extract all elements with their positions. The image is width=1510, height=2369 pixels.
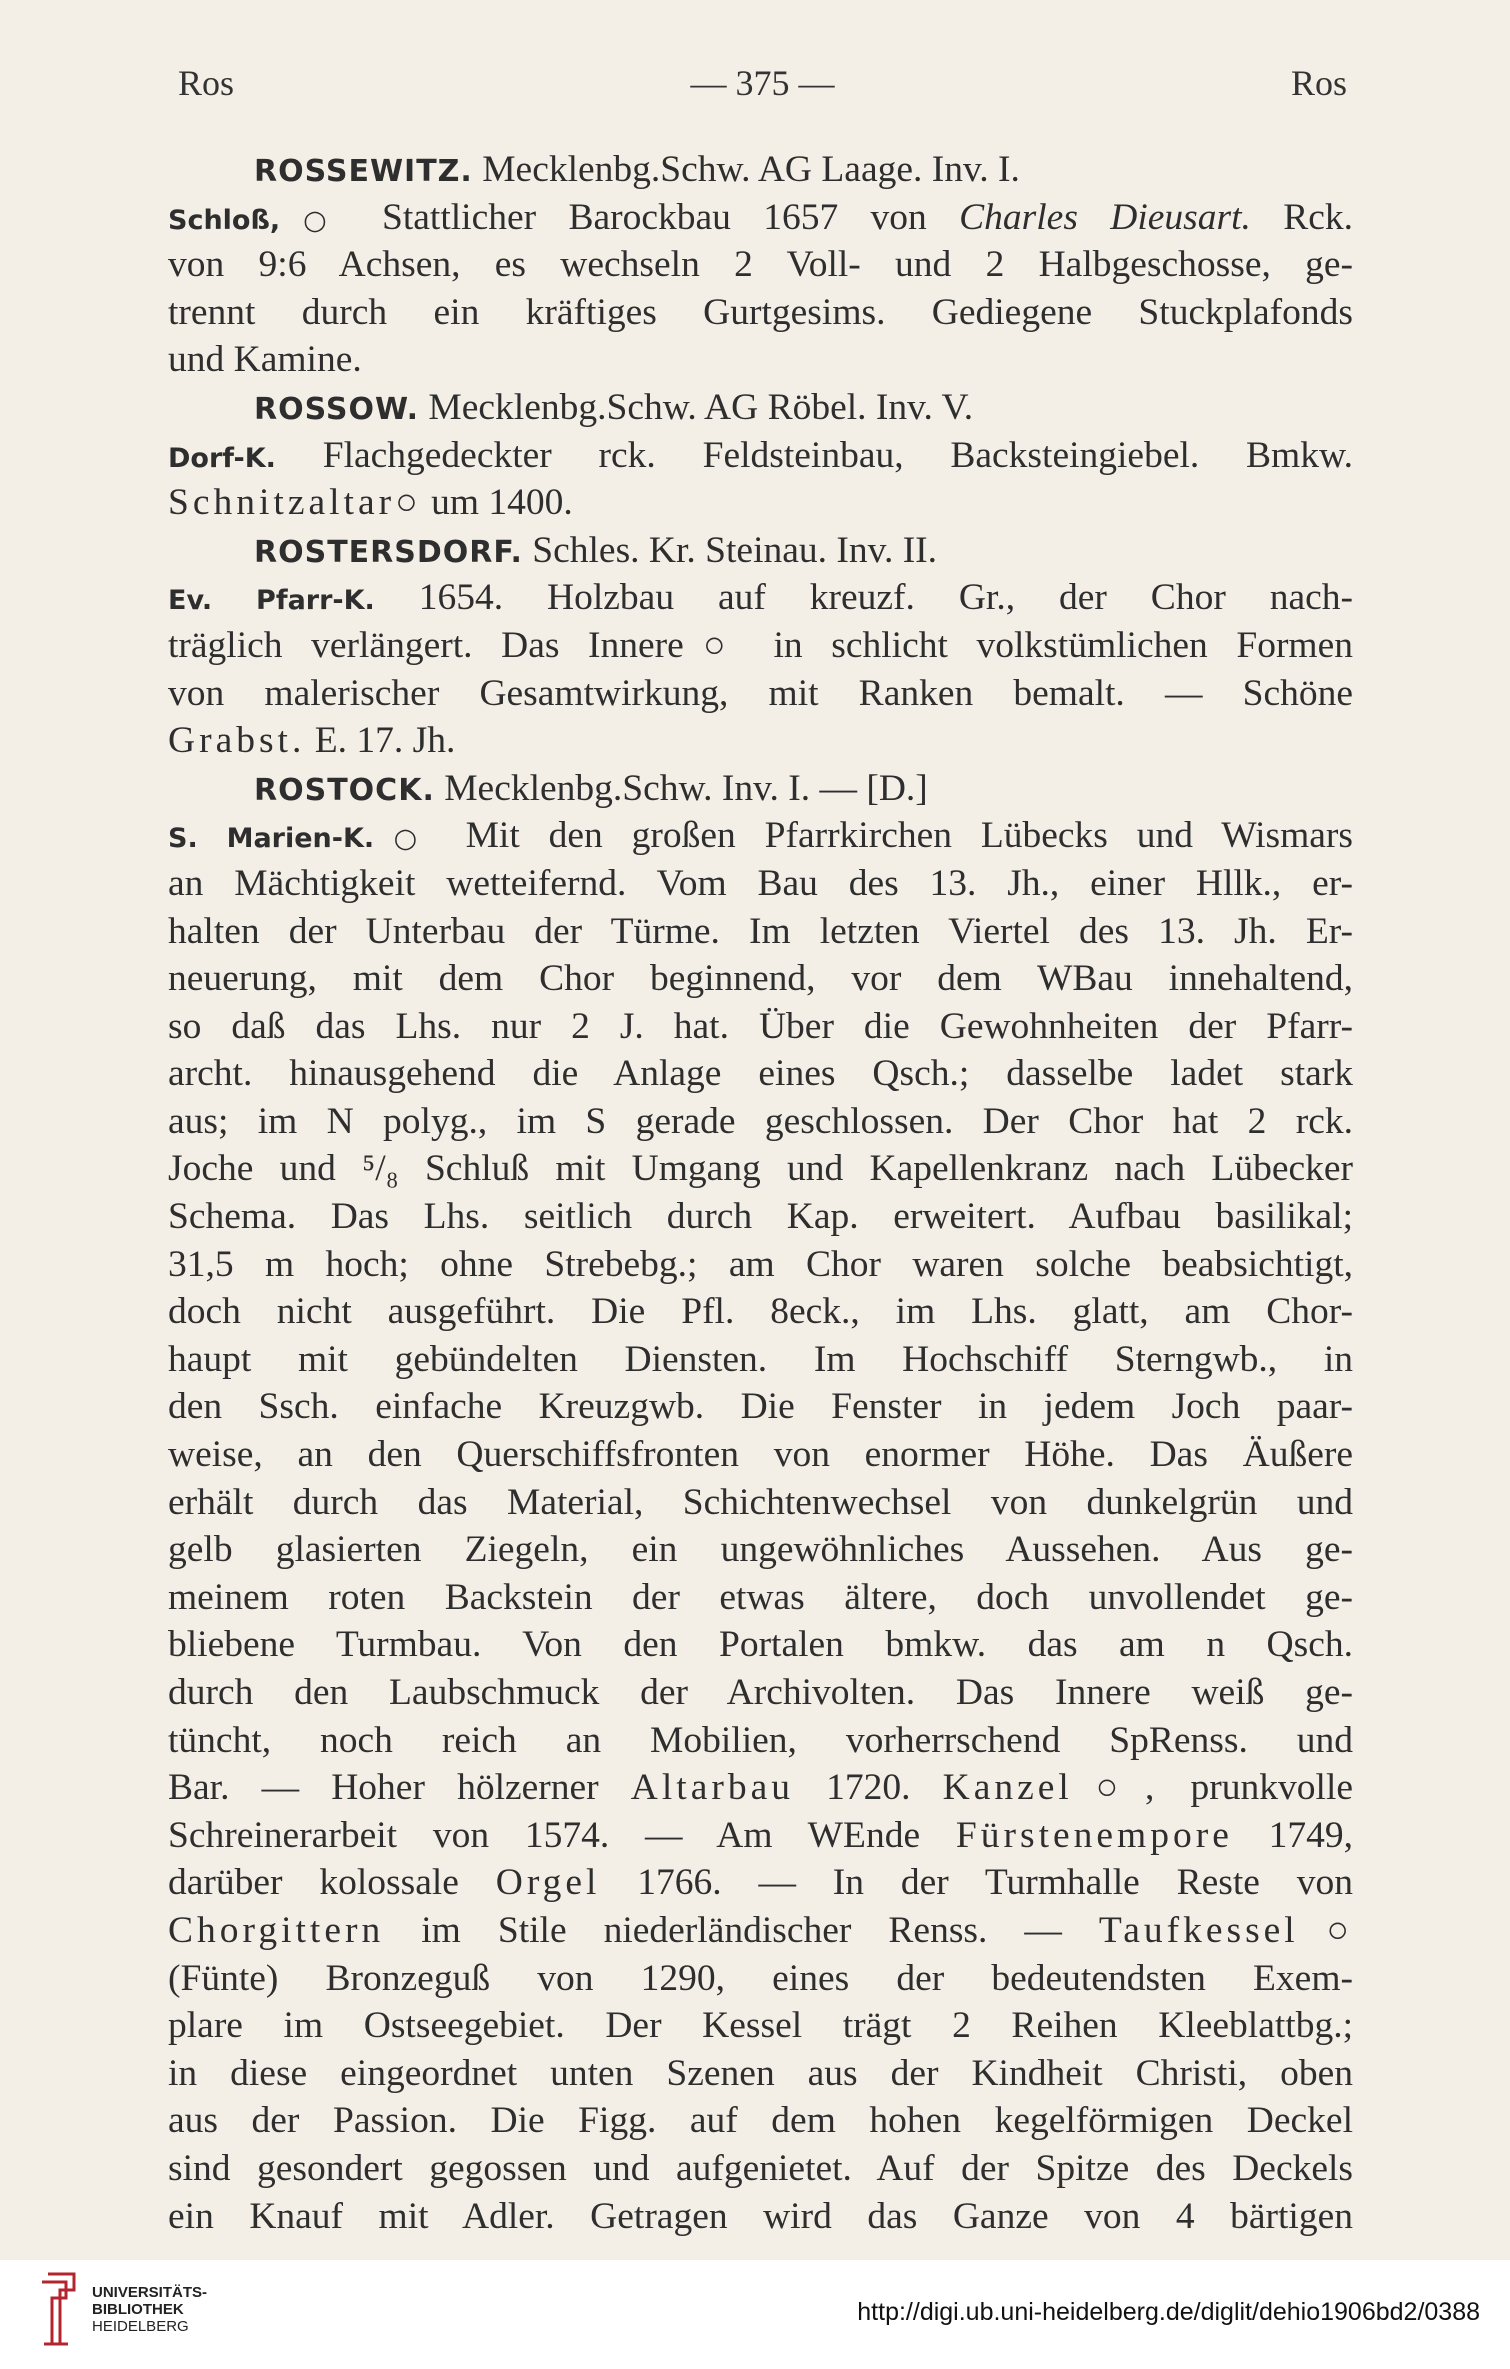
text-line: Ev. Pfarr-K. 1654. Holzbau auf kreuzf. Gr., der Chor nach- [168, 577, 1353, 619]
institution-line: BIBLIOTHEK [92, 2301, 184, 2318]
text-line: in diese eingeordnet unten Szenen aus der Kindheit Christi, oben [168, 2052, 1353, 2094]
text-line: den Ssch. einfache Kreuzgwb. Die Fenster in jedem Joch paar- [168, 1386, 1353, 1428]
spaced-term: Grabst. [168, 720, 306, 762]
text-line: tüncht, noch reich an Mobilien, vorherrschend SpRenss. und [168, 1719, 1353, 1761]
text-line: von malerischer Gesamtwirkung, mit Ranken bemalt. — Schöne [168, 672, 1353, 714]
text-line: Bar. — Hoher hölzerner Altarbau 1720. Kanzel○, prunkvolle [168, 1767, 1354, 1809]
architect-name: Charles Dieusart. [959, 196, 1251, 238]
text-line: weise, an den Querschiffsfronten von enormer Höhe. Das Äußere [168, 1434, 1353, 1476]
text-line: an Mächtigkeit wetteifernd. Vom Bau des 13. Jh., einer Hllk., er- [168, 862, 1353, 904]
text-line: von 9:6 Achsen, es wechseln 2 Voll- und 2 Halbgeschosse, ge- [168, 244, 1353, 286]
spaced-term: Taufkessel○ [1098, 1909, 1354, 1951]
place-name: ROSTOCK. [254, 772, 435, 808]
object-heading: Ev. Pfarr-K. [168, 585, 375, 617]
text-line: Schnitzaltar○ um 1400. [168, 482, 573, 524]
running-head-right: Ros [1290, 63, 1347, 103]
text-line: gelb glasierten Ziegeln, ein ungewöhnliches Aussehen. Aus ge- [168, 1529, 1353, 1571]
text-line: doch nicht ausgeführt. Die Pfl. 8eck., im Lhs. glatt, am Chor- [168, 1291, 1353, 1333]
spaced-term: Fürstenempore [955, 1814, 1233, 1856]
text-line: Joche und ⁵/₈ Schluß mit Umgang und Kapellenkranz nach Lübecker [168, 1148, 1353, 1190]
text-line: aus; im N polyg., im S gerade geschlossen. Der Chor hat 2 rck. [168, 1100, 1353, 1142]
spaced-term: Chorgittern [168, 1909, 385, 1951]
place-name: ROSSEWITZ. [254, 154, 473, 189]
institution-line: HEIDELBERG [92, 2318, 189, 2335]
entry-heading-rostock: ROSTOCK. Mecklenbg.Schw. Inv. I. — [D.] [254, 767, 928, 809]
text-line: haupt mit gebündelten Diensten. Im Hochschiff Sterngwb., in [168, 1338, 1353, 1380]
institution-line: UNIVERSITÄTS- [92, 2284, 208, 2301]
spaced-term: Orgel [495, 1862, 601, 1904]
text-line: meinem roten Backstein der etwas ältere, doch unvollendet ge- [168, 1576, 1353, 1618]
text-line: Schreinerarbeit von 1574. — Am WEnde Fürstenempore 1749, [168, 1814, 1354, 1856]
text-line: sind gesondert gegossen und aufgenietet. Auf der Spitze des Deckels [168, 2147, 1353, 2189]
object-heading: Schloß,○ [168, 204, 350, 236]
object-heading: S. Marien-K.○ [168, 823, 437, 855]
spaced-term: Kanzel○, [942, 1767, 1159, 1809]
text-line: Schloß,○ Stattlicher Barockbau 1657 von Charles Dieusart. Rck. [168, 196, 1354, 238]
text-line: träglich verlängert. Das Innere○ in schlicht volkstümlichen Formen [168, 624, 1353, 666]
text-line: darüber kolossale Orgel 1766. — In der Turmhalle Reste von [168, 1862, 1353, 1904]
text-line: aus der Passion. Die Figg. auf dem hohen kegelförmigen Deckel [168, 2100, 1353, 2142]
text-line: erhält durch das Material, Schichtenwechsel von dunkelgrün und [168, 1481, 1353, 1523]
body-text [168, 146, 1353, 2240]
text-line: Schema. Das Lhs. seitlich durch Kap. erweitert. Aufbau basilikal; [168, 1196, 1353, 1238]
text-line: Grabst. E. 17. Jh. [168, 720, 456, 762]
source-url: http://digi.ub.uni-heidelberg.de/diglit/dehio1906bd2/0388 [857, 2298, 1480, 2326]
text-line: S. Marien-K.○ Mit den großen Pfarrkirchen Lübecks und Wismars [168, 815, 1353, 857]
text-line: plare im Ostseegebiet. Der Kessel trägt 2 Reihen Kleeblattbg.; [168, 2005, 1353, 2047]
text-line: 31,5 m hoch; ohne Strebebg.; am Chor waren solche beabsichtigt, [168, 1243, 1353, 1285]
text-line: trennt durch ein kräftiges Gurtgesims. Gediegene Stuckplafonds [168, 291, 1353, 333]
text-line: Dorf-K. Flachgedeckter rck. Feldsteinbau, Backsteingiebel. Bmkw. [168, 434, 1353, 476]
entry-heading-rossewitz: ROSSEWITZ. Mecklenbg.Schw. AG Laage. Inv. I. [254, 149, 1020, 190]
place-name: ROSTERSDORF. [254, 534, 523, 570]
institution-name [92, 2284, 207, 2335]
text-line: durch den Laubschmuck der Archivolten. Das Innere weiß ge- [168, 1672, 1353, 1713]
spaced-term: Altarbau [630, 1767, 794, 1809]
entry-heading-rossow: ROSSOW. Mecklenbg.Schw. AG Röbel. Inv. V. [254, 386, 974, 428]
entry-heading-rostersdorf: ROSTERSDORF. Schles. Kr. Steinau. Inv. II. [254, 529, 938, 571]
running-head-left: Ros [178, 63, 235, 103]
spaced-term: Schnitzaltar○ [168, 482, 422, 524]
digitization-footer [0, 2260, 1510, 2369]
text-line: archt. hinausgehend die Anlage eines Qsch.; dasselbe ladet stark [168, 1053, 1353, 1095]
text-line: halten der Unterbau der Türme. Im letzten Viertel des 13. Jh. Er- [168, 910, 1353, 952]
text-line: (Fünte) Bronzeguß von 1290, eines der bedeutendsten Exem- [168, 1957, 1353, 1999]
text-line: Chorgittern im Stile niederländischer Renss. — Taufkessel○ [168, 1909, 1354, 1951]
page-number: — 375 — [690, 63, 835, 103]
library-logo-icon [40, 2270, 82, 2348]
text-line: so daß das Lhs. nur 2 J. hat. Über die Gewohnheiten der Pfarr- [168, 1005, 1353, 1047]
running-head [170, 62, 1355, 122]
place-name: ROSSOW. [254, 391, 420, 427]
text-line: und Kamine. [168, 339, 362, 381]
text-line: ein Knauf mit Adler. Getragen wird das Ganze von 4 bärtigen [168, 2195, 1353, 2237]
object-heading: Dorf-K. [168, 442, 276, 474]
text-line: neuerung, mit dem Chor beginnend, vor dem WBau innehaltend, [168, 958, 1353, 1000]
text-line: bliebene Turmbau. Von den Portalen bmkw. das am n Qsch. [168, 1624, 1353, 1666]
